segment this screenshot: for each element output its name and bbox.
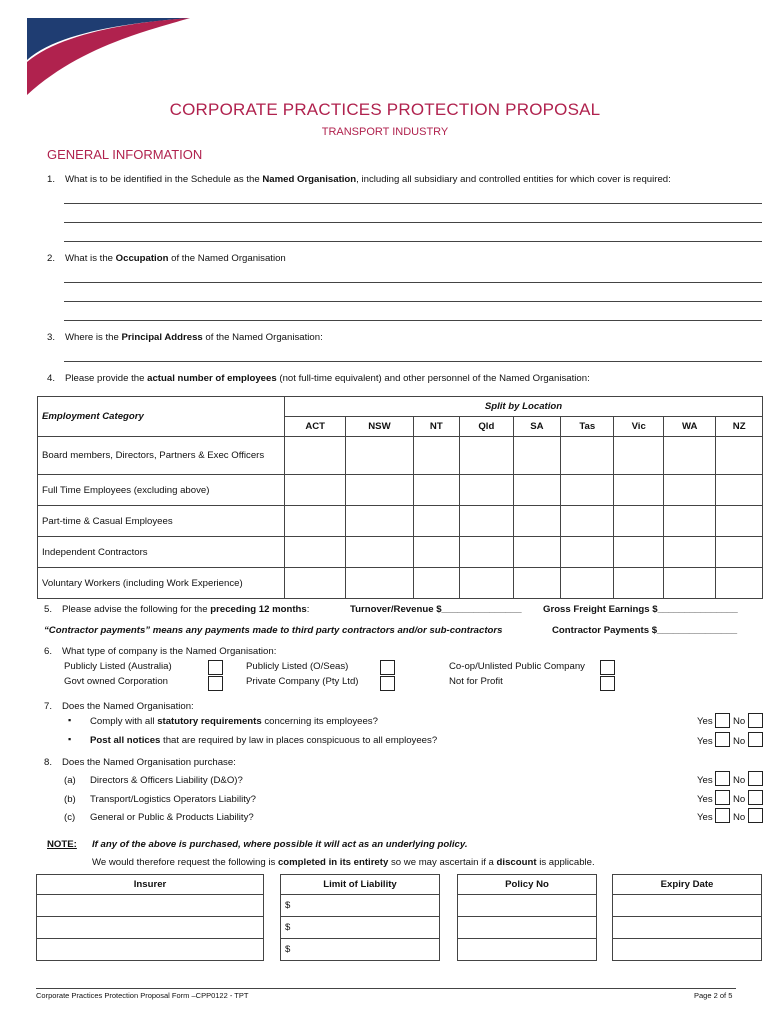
option-publicly-listed-oseas: Publicly Listed (O/Seas) <box>246 661 349 672</box>
count-cell-wa[interactable] <box>664 475 716 506</box>
table-row <box>38 506 763 537</box>
yes-label: Yes <box>697 812 713 823</box>
count-cell-sa[interactable] <box>513 475 561 506</box>
question-8: 8. Does the Named Organisation purchase: <box>44 757 236 768</box>
table-row <box>38 537 763 568</box>
checkbox-q8-b-no[interactable] <box>748 790 763 805</box>
checkbox-q7-2-no[interactable] <box>748 732 763 747</box>
answer-line-1b[interactable] <box>64 222 762 223</box>
answer-line-1a[interactable] <box>64 203 762 204</box>
count-cell-qld[interactable] <box>460 506 513 537</box>
yes-label: Yes <box>697 775 713 786</box>
count-cell-nz[interactable] <box>716 537 763 568</box>
count-cell-qld[interactable] <box>460 568 513 599</box>
location-header-nsw: NSW <box>346 417 413 437</box>
option-not-for-profit: Not for Profit <box>449 676 503 687</box>
count-cell-nt[interactable] <box>413 437 460 475</box>
option-publicly-listed-aus: Publicly Listed (Australia) <box>64 661 172 672</box>
employment-category-cell: Board members, Directors, Partners & Exec Officers <box>38 437 285 475</box>
count-cell-nz[interactable] <box>716 568 763 599</box>
location-header-tas: Tas <box>561 417 614 437</box>
q8-item-b: Transport/Logistics Operators Liability? <box>90 794 257 805</box>
insurer-cell[interactable] <box>37 939 264 961</box>
option-coop-unlisted: Co-op/Unlisted Public Company <box>449 661 585 672</box>
count-cell-act[interactable] <box>285 506 346 537</box>
count-cell-vic[interactable] <box>614 437 664 475</box>
employment-category-cell: Voluntary Workers (including Work Experience) <box>38 568 285 599</box>
count-cell-act[interactable] <box>285 568 346 599</box>
count-cell-qld[interactable] <box>460 475 513 506</box>
employee-table <box>37 396 763 599</box>
count-cell-wa[interactable] <box>664 537 716 568</box>
answer-line-1c[interactable] <box>64 241 762 242</box>
count-cell-tas[interactable] <box>561 537 614 568</box>
count-cell-act[interactable] <box>285 537 346 568</box>
footer-divider <box>36 988 736 989</box>
count-cell-wa[interactable] <box>664 506 716 537</box>
count-cell-nz[interactable] <box>716 437 763 475</box>
count-cell-vic[interactable] <box>614 568 664 599</box>
count-cell-nt[interactable] <box>413 537 460 568</box>
q8-item-a: Directors & Officers Liability (D&O)? <box>90 775 243 786</box>
count-cell-nsw[interactable] <box>346 568 413 599</box>
limit-header: Limit of Liability <box>281 875 440 895</box>
count-cell-qld[interactable] <box>460 437 513 475</box>
count-cell-vic[interactable] <box>614 475 664 506</box>
insurer-cell[interactable] <box>37 917 264 939</box>
bullet-icon: ▪ <box>68 715 72 725</box>
question-4: 4. Please provide the actual number of employees (not full-time equivalent) and other personnel of the Named Organisation: <box>47 373 590 384</box>
page-title: CORPORATE PRACTICES PROTECTION PROPOSAL <box>169 100 601 119</box>
employment-category-cell: Independent Contractors <box>38 537 285 568</box>
checkbox-q8-a-yes[interactable] <box>715 771 730 786</box>
location-header-act: ACT <box>285 417 346 437</box>
page-subtitle: TRANSPORT INDUSTRY <box>321 126 449 138</box>
split-location-header: Split by Location <box>285 397 763 417</box>
count-cell-sa[interactable] <box>513 506 561 537</box>
count-cell-nt[interactable] <box>413 475 460 506</box>
policy-cell[interactable] <box>458 917 597 939</box>
expiry-cell[interactable] <box>613 895 762 917</box>
question-5: 5. Please advise the following for the preceding 12 months: <box>44 604 310 615</box>
checkbox-q8-c-yes[interactable] <box>715 808 730 823</box>
limit-cell[interactable]: $ <box>281 939 440 961</box>
checkbox-coop-unlisted[interactable] <box>600 660 615 675</box>
question-2: 2. What is the Occupation of the Named Organisation <box>47 253 286 264</box>
count-cell-vic[interactable] <box>614 506 664 537</box>
q7-item-2: Post all notices that are required by law in places conspicuous to all employees? <box>90 735 438 746</box>
question-6: 6. What type of company is the Named Organisation: <box>44 646 277 657</box>
count-cell-nsw[interactable] <box>346 537 413 568</box>
insurer-header: Insurer <box>37 875 264 895</box>
expiry-header: Expiry Date <box>613 875 762 895</box>
location-header-wa: WA <box>664 417 716 437</box>
checkbox-govt-owned[interactable] <box>208 676 223 691</box>
table-row <box>38 437 763 475</box>
checkbox-private-company[interactable] <box>380 676 395 691</box>
employee-table-body <box>38 437 763 599</box>
count-cell-nz[interactable] <box>716 506 763 537</box>
count-cell-tas[interactable] <box>561 568 614 599</box>
count-cell-act[interactable] <box>285 475 346 506</box>
option-govt-owned: Govt owned Corporation <box>64 676 168 687</box>
count-cell-nsw[interactable] <box>346 437 413 475</box>
footer-form-name: Corporate Practices Protection Proposal Form –CPP0122 - TPT <box>36 991 249 1000</box>
checkbox-q8-c-no[interactable] <box>748 808 763 823</box>
location-header-nz: NZ <box>716 417 763 437</box>
yes-label: Yes <box>697 794 713 805</box>
no-label: No <box>733 794 746 805</box>
q8-item-c-label: (c) <box>64 812 76 823</box>
note-line-2: We would therefore request the following is completed in its entirety so we may ascertain if a discount is applicable. <box>92 857 595 868</box>
no-label: No <box>733 812 746 823</box>
count-cell-sa[interactable] <box>513 537 561 568</box>
count-cell-qld[interactable] <box>460 537 513 568</box>
yes-label: Yes <box>697 736 713 747</box>
employment-category-cell: Part-time & Casual Employees <box>38 506 285 537</box>
insurer-table <box>36 874 264 961</box>
count-cell-sa[interactable] <box>513 437 561 475</box>
checkbox-q8-b-yes[interactable] <box>715 790 730 805</box>
q7-item-1: Comply with all statutory requirements concerning its employees? <box>90 716 378 727</box>
answer-line-2a[interactable] <box>64 282 762 283</box>
turnover-field[interactable]: Turnover/Revenue $_______________ <box>350 604 522 615</box>
location-header-qld: Qld <box>460 417 513 437</box>
bullet-icon: ▪ <box>68 734 72 744</box>
count-cell-nsw[interactable] <box>346 475 413 506</box>
count-cell-sa[interactable] <box>513 568 561 599</box>
policy-header: Policy No <box>458 875 597 895</box>
q8-item-a-label: (a) <box>64 775 76 786</box>
no-label: No <box>733 736 746 747</box>
policy-table <box>457 874 597 961</box>
question-3: 3. Where is the Principal Address of the Named Organisation: <box>47 332 323 343</box>
count-cell-wa[interactable] <box>664 437 716 475</box>
option-private-company: Private Company (Pty Ltd) <box>246 676 359 687</box>
limit-table <box>280 874 440 961</box>
count-cell-tas[interactable] <box>561 437 614 475</box>
checkbox-publicly-listed-oseas[interactable] <box>380 660 395 675</box>
no-label: No <box>733 775 746 786</box>
count-cell-nt[interactable] <box>413 506 460 537</box>
table-row <box>38 475 763 506</box>
contractor-payments-field[interactable]: Contractor Payments $_______________ <box>552 625 738 636</box>
expiry-cell[interactable] <box>613 939 762 961</box>
employment-category-cell: Full Time Employees (excluding above) <box>38 475 285 506</box>
policy-cell[interactable] <box>458 895 597 917</box>
checkbox-q7-1-yes[interactable] <box>715 713 730 728</box>
count-cell-tas[interactable] <box>561 475 614 506</box>
location-header-vic: Vic <box>614 417 664 437</box>
question-7: 7. Does the Named Organisation: <box>44 701 194 712</box>
company-logo <box>0 0 200 100</box>
checkbox-q7-2-yes[interactable] <box>715 732 730 747</box>
checkbox-not-for-profit[interactable] <box>600 676 615 691</box>
limit-cell[interactable]: $ <box>281 917 440 939</box>
checkbox-q7-1-no[interactable] <box>748 713 763 728</box>
expiry-cell[interactable] <box>613 917 762 939</box>
location-header-sa: SA <box>513 417 561 437</box>
q8-item-c: General or Public & Products Liability? <box>90 812 254 823</box>
answer-line-2c[interactable] <box>64 320 762 321</box>
employment-category-header: Employment Category <box>38 397 285 437</box>
policy-cell[interactable] <box>458 939 597 961</box>
count-cell-nz[interactable] <box>716 475 763 506</box>
note-label: NOTE: <box>47 839 77 850</box>
note-line-1: If any of the above is purchased, where possible it will act as an underlying policy. <box>92 839 468 850</box>
footer-page-number: Page 2 of 5 <box>694 991 733 1000</box>
question-1: 1. What is to be identified in the Schedule as the Named Organisation, including all subsidiary and controlled entities for which cover is required: <box>47 174 671 185</box>
expiry-table <box>612 874 762 961</box>
answer-line-3[interactable] <box>64 361 762 362</box>
count-cell-nt[interactable] <box>413 568 460 599</box>
checkbox-publicly-listed-aus[interactable] <box>208 660 223 675</box>
insurer-cell[interactable] <box>37 895 264 917</box>
table-row <box>38 568 763 599</box>
checkbox-q8-a-no[interactable] <box>748 771 763 786</box>
q8-item-b-label: (b) <box>64 794 76 805</box>
count-cell-vic[interactable] <box>614 537 664 568</box>
contractor-payments-note: “Contractor payments” means any payments made to third party contractors and/or sub-contractors <box>44 625 503 636</box>
freight-earnings-field[interactable]: Gross Freight Earnings $_______________ <box>543 604 738 615</box>
count-cell-tas[interactable] <box>561 506 614 537</box>
location-header-nt: NT <box>413 417 460 437</box>
yes-label: Yes <box>697 716 713 727</box>
no-label: No <box>733 716 746 727</box>
count-cell-wa[interactable] <box>664 568 716 599</box>
section-heading: GENERAL INFORMATION <box>47 147 203 162</box>
limit-cell[interactable]: $ <box>281 895 440 917</box>
count-cell-nsw[interactable] <box>346 506 413 537</box>
answer-line-2b[interactable] <box>64 301 762 302</box>
count-cell-act[interactable] <box>285 437 346 475</box>
